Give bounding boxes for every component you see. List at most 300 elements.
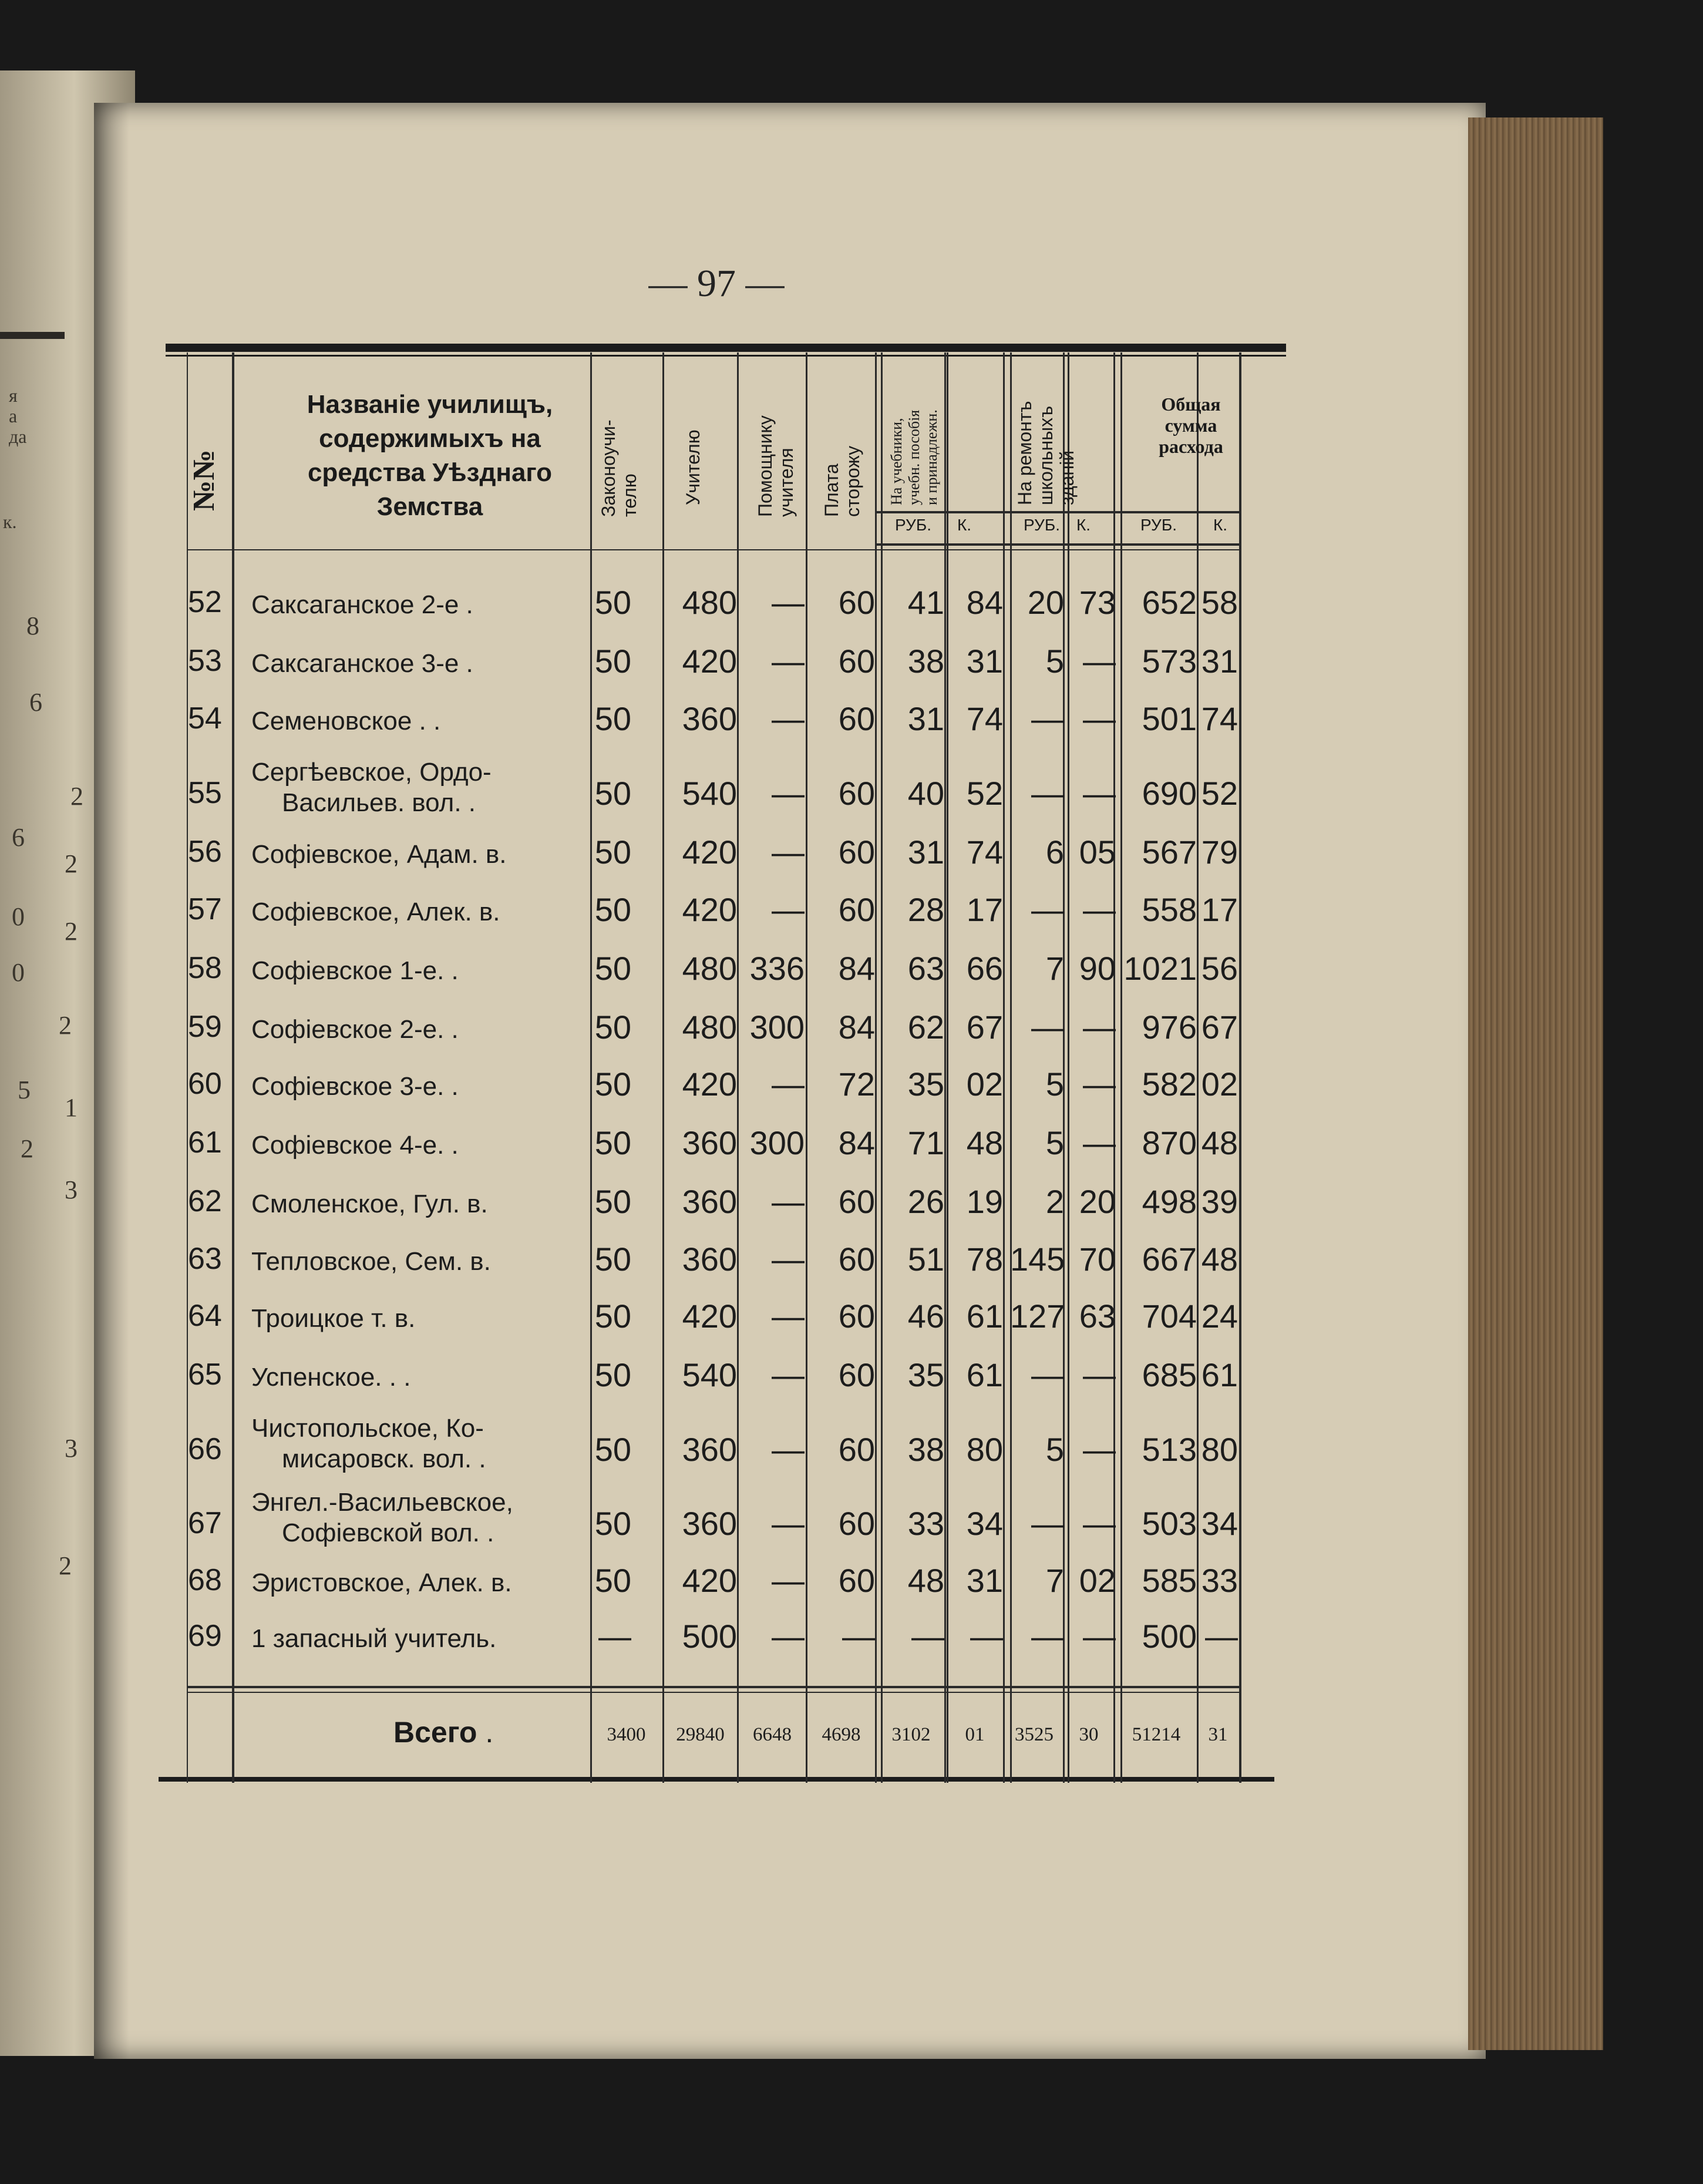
header-line: Общая: [1161, 394, 1221, 415]
left-page-rule: [0, 332, 65, 339]
cell-ur: 40: [907, 775, 944, 812]
cell-rr: 127: [1010, 1298, 1065, 1335]
cell-tk: 67: [1201, 1009, 1238, 1046]
cell-pom: 336: [749, 950, 805, 987]
cell-pom: —: [772, 1356, 805, 1393]
cell-tk: 33: [1201, 1562, 1238, 1599]
cell-tr: 582: [1142, 1066, 1197, 1103]
cell-tr: 690: [1142, 775, 1197, 812]
cell-pom: —: [772, 700, 805, 737]
cell-ur: 63: [907, 950, 944, 987]
cell-pom: —: [772, 1298, 805, 1335]
cell-uch: 420: [682, 1298, 737, 1335]
cell-ur: 71: [907, 1124, 944, 1161]
cell-ur: —: [911, 1618, 944, 1655]
row-number: 60: [188, 1067, 222, 1101]
school-name: Софіевское 1-е. .: [251, 956, 459, 985]
total-uch: 29840: [676, 1724, 725, 1745]
school-name: Эристовское, Алек. в.: [251, 1568, 512, 1597]
cell-ur: 26: [907, 1183, 944, 1220]
cell-pl: 60: [838, 1562, 875, 1599]
school-name: Чистопольское, Ко-: [251, 1414, 484, 1443]
left-page-text-fragment: 3: [65, 1175, 78, 1204]
school-name: Софіевское 2-е. .: [251, 1015, 459, 1044]
cell-pom: —: [772, 1431, 805, 1468]
cell-pl: 60: [838, 1505, 875, 1542]
cell-rr: 145: [1010, 1241, 1065, 1278]
school-name: Софіевское, Адам. в.: [251, 840, 507, 869]
cell-pom: —: [772, 1183, 805, 1220]
cell-pom: —: [772, 1618, 805, 1655]
cell-rk: 90: [1079, 950, 1116, 987]
cell-pl: —: [842, 1618, 875, 1655]
cell-tr: 976: [1142, 1009, 1197, 1046]
cell-tk: 24: [1201, 1298, 1238, 1335]
cell-uk: 19: [966, 1183, 1003, 1220]
row-number: 65: [188, 1358, 222, 1392]
cell-rk: —: [1083, 1124, 1116, 1161]
total-rk: 30: [1079, 1724, 1099, 1745]
column-header-uchebniki: [888, 409, 941, 505]
cell-pl: 60: [838, 1356, 875, 1393]
cell-rr: 6: [1045, 834, 1064, 871]
cell-uk: 74: [966, 700, 1003, 737]
cell-uk: 84: [966, 584, 1003, 621]
cell-uch: 420: [682, 891, 737, 928]
cell-tk: 56: [1201, 950, 1238, 987]
cell-pom: —: [772, 1241, 805, 1278]
header-line: телю: [619, 473, 640, 517]
header-line: зданій: [1056, 450, 1078, 505]
row-number: 58: [188, 951, 222, 985]
cell-zak: 50: [594, 775, 631, 812]
left-page-text-fragment: 2: [65, 849, 78, 878]
cell-rk: 73: [1079, 584, 1116, 621]
cell-rr: 7: [1045, 1562, 1064, 1599]
left-page-text-fragment: 0: [12, 958, 25, 987]
cell-rk: 20: [1079, 1183, 1116, 1220]
header-name-line: содержимыхъ на: [319, 424, 541, 453]
cell-ur: 35: [907, 1066, 944, 1103]
table-column-rule: [944, 352, 946, 1783]
header-line: Плата: [821, 463, 842, 517]
left-page-text-fragment: да: [9, 426, 27, 447]
cell-pom: 300: [749, 1124, 805, 1161]
cell-tr: 1021: [1123, 950, 1197, 987]
subheader-rub-remont: РУБ.: [1023, 516, 1060, 534]
column-header-name: [242, 388, 618, 524]
cell-pl: 60: [838, 834, 875, 871]
left-page-text-fragment: 8: [26, 611, 39, 640]
cell-pl: 60: [838, 1431, 875, 1468]
total-tk: 31: [1208, 1724, 1228, 1745]
cell-rk: —: [1083, 1431, 1116, 1468]
cell-uk: 61: [966, 1298, 1003, 1335]
row-number: 57: [188, 892, 222, 926]
cell-rr: —: [1031, 1618, 1064, 1655]
totals-label-text: Всего: [393, 1716, 477, 1749]
cell-zak: —: [598, 1618, 631, 1655]
subheader-kop-uchebniki: К.: [957, 516, 972, 534]
cell-rr: —: [1031, 1505, 1064, 1542]
cell-uk: 74: [966, 834, 1003, 871]
cell-pom: —: [772, 891, 805, 928]
cell-ur: 62: [907, 1009, 944, 1046]
cell-zak: 50: [594, 1431, 631, 1468]
cell-tk: 17: [1201, 891, 1238, 928]
cell-uch: 360: [682, 1241, 737, 1278]
left-page-text-fragment: к.: [3, 511, 17, 532]
table-row-rule: [187, 549, 1239, 550]
header-line: сумма: [1164, 415, 1217, 436]
page-gutter-shadow: [94, 103, 129, 2059]
table-column-rule: [875, 352, 877, 1783]
left-page-text-fragment: 0: [12, 902, 25, 931]
cell-pl: 60: [838, 1241, 875, 1278]
cell-tk: 48: [1201, 1241, 1238, 1278]
cell-ur: 48: [907, 1562, 944, 1599]
cell-uch: 420: [682, 1562, 737, 1599]
cell-tr: 500: [1142, 1618, 1197, 1655]
left-page-text-fragment: 5: [18, 1076, 31, 1104]
cell-tk: 58: [1201, 584, 1238, 621]
cell-pom: —: [772, 775, 805, 812]
subheader-rub-total: РУБ.: [1140, 516, 1177, 534]
row-number: 68: [188, 1563, 222, 1597]
cell-rk: —: [1083, 1356, 1116, 1393]
cell-tr: 513: [1142, 1431, 1197, 1468]
school-name: Васильев. вол. .: [282, 788, 476, 817]
school-name: Софіевское 4-е. .: [251, 1131, 459, 1160]
cell-rk: —: [1083, 700, 1116, 737]
header-line: и принадлежн.: [923, 409, 940, 505]
left-page-text-fragment: 3: [65, 1434, 78, 1463]
cell-uch: 480: [682, 950, 737, 987]
cell-uch: 420: [682, 1066, 737, 1103]
cell-zak: 50: [594, 1298, 631, 1335]
cell-tr: 667: [1142, 1241, 1197, 1278]
cell-zak: 50: [594, 1356, 631, 1393]
cell-tk: 34: [1201, 1505, 1238, 1542]
cell-uch: 360: [682, 1124, 737, 1161]
cell-uk: 48: [966, 1124, 1003, 1161]
row-number: 64: [188, 1299, 222, 1333]
total-tr: 51214: [1132, 1724, 1181, 1745]
school-name: Тепловское, Сем. в.: [251, 1247, 491, 1276]
row-number: 56: [188, 835, 222, 869]
header-line: школьныхъ: [1035, 405, 1056, 505]
header-line: На ремонтъ: [1014, 401, 1035, 505]
cell-zak: 50: [594, 584, 631, 621]
cell-rk: 70: [1079, 1241, 1116, 1278]
total-ur: 3102: [891, 1724, 931, 1745]
cell-pom: —: [772, 1066, 805, 1103]
table-row-rule: [875, 543, 1239, 546]
header-line: расхода: [1159, 436, 1223, 457]
cell-tk: 80: [1201, 1431, 1238, 1468]
cell-tr: 567: [1142, 834, 1197, 871]
school-name: Саксаганское 3-е .: [251, 649, 473, 678]
school-name: Смоленское, Гул. в.: [251, 1190, 488, 1218]
cell-uk: 52: [966, 775, 1003, 812]
school-name: Софіевское 3-е. .: [251, 1072, 459, 1101]
cell-pl: 84: [838, 1124, 875, 1161]
cell-rr: 5: [1045, 643, 1064, 680]
cell-uk: 02: [966, 1066, 1003, 1103]
header-name-line: Названіе училищъ,: [307, 390, 553, 419]
row-number: 62: [188, 1184, 222, 1218]
cell-tk: 79: [1201, 834, 1238, 871]
cell-zak: 50: [594, 834, 631, 871]
header-line: учебн. пособія: [906, 409, 923, 505]
school-name: Энгел.-Васильевское,: [251, 1488, 513, 1517]
cell-rk: —: [1083, 1066, 1116, 1103]
cell-pl: 60: [838, 891, 875, 928]
cell-tr: 685: [1142, 1356, 1197, 1393]
cell-uk: 34: [966, 1505, 1003, 1542]
row-number: 53: [188, 644, 222, 678]
row-number: 55: [188, 776, 222, 810]
cell-pom: 300: [749, 1009, 805, 1046]
table-row-rule: [875, 511, 1239, 513]
cell-uk: 31: [966, 1562, 1003, 1599]
left-page-text-fragment: 2: [21, 1134, 33, 1163]
cell-ur: 31: [907, 700, 944, 737]
total-rr: 3525: [1015, 1724, 1054, 1745]
cell-pl: 60: [838, 1183, 875, 1220]
left-page-text-fragment: 1: [65, 1093, 78, 1122]
school-name: Успенское. . .: [251, 1363, 411, 1392]
cell-zak: 50: [594, 1009, 631, 1046]
cell-rr: —: [1031, 775, 1064, 812]
total-uk: 01: [965, 1724, 985, 1745]
cell-tk: 74: [1201, 700, 1238, 737]
cell-ur: 41: [907, 584, 944, 621]
cell-ur: 46: [907, 1298, 944, 1335]
cell-rk: —: [1083, 1505, 1116, 1542]
cell-rr: —: [1031, 1009, 1064, 1046]
cell-pl: 60: [838, 584, 875, 621]
cell-tr: 870: [1142, 1124, 1197, 1161]
header-line: сторожу: [842, 445, 863, 517]
book-page-edges: [1468, 117, 1603, 2050]
cell-rk: 05: [1079, 834, 1116, 871]
cell-rr: —: [1031, 1356, 1064, 1393]
left-page-text-fragment: 6: [12, 823, 25, 852]
cell-ur: 35: [907, 1356, 944, 1393]
school-name: Софіевской вол. .: [282, 1518, 494, 1547]
table-column-rule: [232, 352, 234, 1783]
header-name-line: Земства: [376, 492, 483, 521]
cell-tr: 558: [1142, 891, 1197, 928]
cell-tr: 501: [1142, 700, 1197, 737]
row-number: 61: [188, 1125, 222, 1160]
cell-rk: —: [1083, 1009, 1116, 1046]
column-header-total: [1126, 394, 1256, 457]
header-name-line: средства Уѣзднаго: [307, 458, 553, 487]
row-number: 67: [188, 1506, 222, 1540]
row-number: 52: [188, 585, 222, 619]
school-name: мисаровск. вол. .: [282, 1444, 486, 1473]
school-name: 1 запасный учитель.: [251, 1624, 497, 1653]
row-number: 63: [188, 1242, 222, 1276]
cell-zak: 50: [594, 891, 631, 928]
cell-rr: 20: [1027, 584, 1064, 621]
table-top-rule: [166, 344, 1286, 352]
cell-pom: —: [772, 584, 805, 621]
page-number: — 97 —: [648, 262, 785, 305]
cell-pl: 60: [838, 700, 875, 737]
cell-ur: 38: [907, 1431, 944, 1468]
header-line: Законоучи-: [598, 419, 619, 517]
cell-ur: 51: [907, 1241, 944, 1278]
row-number: 59: [188, 1010, 222, 1044]
total-pom: 6648: [753, 1724, 792, 1745]
cell-tk: 48: [1201, 1124, 1238, 1161]
column-header-uchitelyu: [682, 429, 704, 505]
cell-pl: 84: [838, 1009, 875, 1046]
cell-tr: 585: [1142, 1562, 1197, 1599]
table-row-rule: [187, 1692, 1239, 1693]
header-line: учителя: [776, 448, 797, 517]
left-page-text-fragment: 2: [70, 782, 83, 811]
total-zak: 3400: [607, 1724, 646, 1745]
cell-ur: 38: [907, 643, 944, 680]
header-line: Помощнику: [755, 415, 776, 517]
cell-zak: 50: [594, 1124, 631, 1161]
left-page-text-fragment: я: [9, 385, 18, 406]
cell-uch: 420: [682, 643, 737, 680]
cell-rr: —: [1031, 891, 1064, 928]
row-number: 66: [188, 1432, 222, 1466]
school-name: Троицкое т. в.: [251, 1304, 416, 1333]
cell-pl: 60: [838, 1298, 875, 1335]
cell-ur: 28: [907, 891, 944, 928]
table-column-rule: [737, 352, 739, 1783]
cell-uk: 66: [966, 950, 1003, 987]
column-header-number: №№: [187, 449, 221, 511]
cell-ur: 33: [907, 1505, 944, 1542]
cell-uk: 61: [966, 1356, 1003, 1393]
table-bottom-rule: [159, 1777, 1274, 1782]
cell-rr: 2: [1045, 1183, 1064, 1220]
cell-rr: 7: [1045, 950, 1064, 987]
cell-zak: 50: [594, 950, 631, 987]
subheader-rub-uchebniki: РУБ.: [894, 516, 931, 534]
cell-rk: 63: [1079, 1298, 1116, 1335]
cell-rk: —: [1083, 891, 1116, 928]
cell-uch: 540: [682, 775, 737, 812]
cell-pl: 60: [838, 775, 875, 812]
table-row-rule: [187, 1686, 1239, 1688]
cell-pl: 60: [838, 643, 875, 680]
header-line: На учебники,: [888, 418, 905, 505]
cell-rk: —: [1083, 643, 1116, 680]
cell-pom: —: [772, 1562, 805, 1599]
cell-zak: 50: [594, 1183, 631, 1220]
cell-tk: 61: [1201, 1356, 1238, 1393]
row-number: 69: [188, 1619, 222, 1653]
cell-tk: 52: [1201, 775, 1238, 812]
cell-uk: 78: [966, 1241, 1003, 1278]
school-name: Софіевское, Алек. в.: [251, 898, 500, 926]
cell-uch: 360: [682, 700, 737, 737]
cell-pom: —: [772, 834, 805, 871]
column-header-plata: [821, 446, 863, 517]
cell-rr: 5: [1045, 1124, 1064, 1161]
school-name: Сергѣевское, Ордо-: [251, 758, 492, 787]
cell-pl: 84: [838, 950, 875, 987]
cell-zak: 50: [594, 643, 631, 680]
row-number: 54: [188, 701, 222, 735]
cell-rr: —: [1031, 700, 1064, 737]
cell-tk: 39: [1201, 1183, 1238, 1220]
column-header-zakonouch: [598, 419, 640, 517]
cell-rk: 02: [1079, 1562, 1116, 1599]
cell-uch: 420: [682, 834, 737, 871]
cell-tr: 498: [1142, 1183, 1197, 1220]
left-page-text-fragment: 2: [59, 1551, 72, 1580]
left-page-text-fragment: а: [9, 405, 18, 426]
cell-uch: 480: [682, 584, 737, 621]
left-page-text-fragment: 6: [29, 688, 42, 717]
cell-zak: 50: [594, 1562, 631, 1599]
cell-tr: 704: [1142, 1298, 1197, 1335]
column-header-remont: [1014, 401, 1078, 505]
cell-tk: 31: [1201, 643, 1238, 680]
cell-uch: 500: [682, 1618, 737, 1655]
totals-label-dot: .: [485, 1716, 494, 1749]
cell-rk: —: [1083, 1618, 1116, 1655]
cell-zak: 50: [594, 1241, 631, 1278]
left-page-text-fragment: 2: [65, 917, 78, 946]
header-line: Учителю: [682, 429, 704, 505]
cell-uch: 360: [682, 1505, 737, 1542]
cell-tr: 503: [1142, 1505, 1197, 1542]
totals-label: [393, 1715, 493, 1749]
cell-uch: 540: [682, 1356, 737, 1393]
cell-pom: —: [772, 643, 805, 680]
subheader-kop-total: К.: [1213, 516, 1228, 534]
cell-tk: —: [1205, 1618, 1238, 1655]
cell-uch: 360: [682, 1431, 737, 1468]
cell-pl: 72: [838, 1066, 875, 1103]
cell-tr: 652: [1142, 584, 1197, 621]
table-top-rule-thin: [166, 355, 1286, 357]
cell-rr: 5: [1045, 1431, 1064, 1468]
cell-rr: 5: [1045, 1066, 1064, 1103]
cell-uk: 17: [966, 891, 1003, 928]
cell-zak: 50: [594, 700, 631, 737]
cell-uk: —: [970, 1618, 1003, 1655]
cell-uk: 67: [966, 1009, 1003, 1046]
cell-pom: —: [772, 1505, 805, 1542]
subheader-kop-remont: К.: [1076, 516, 1091, 534]
cell-tk: 02: [1201, 1066, 1238, 1103]
column-header-pomoshchnik: [755, 415, 797, 517]
cell-tr: 573: [1142, 643, 1197, 680]
school-name: Саксаганское 2-е .: [251, 590, 473, 619]
cell-uk: 31: [966, 643, 1003, 680]
cell-rk: —: [1083, 775, 1116, 812]
cell-uch: 480: [682, 1009, 737, 1046]
cell-uk: 80: [966, 1431, 1003, 1468]
cell-ur: 31: [907, 834, 944, 871]
table-column-rule: [1239, 352, 1241, 1783]
cell-zak: 50: [594, 1505, 631, 1542]
total-pl: 4698: [822, 1724, 861, 1745]
school-name: Семеновское . .: [251, 707, 441, 735]
